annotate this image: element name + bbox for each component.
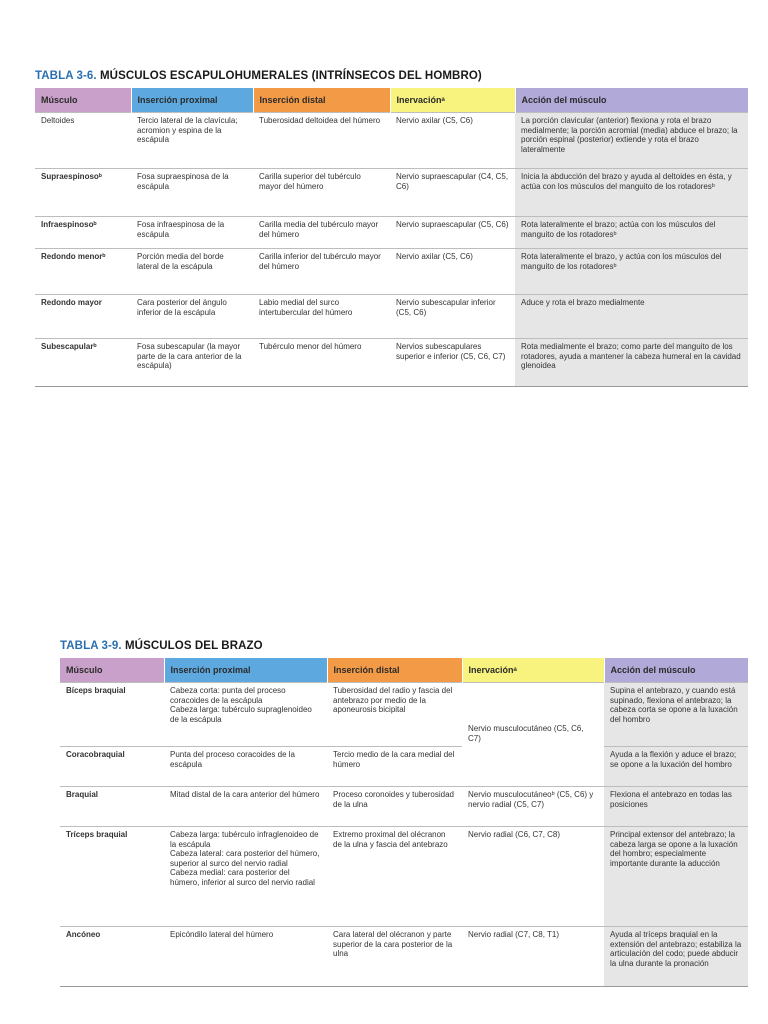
- distal-insertion: Tercio medio de la cara medial del húmero: [327, 747, 462, 787]
- proximal-part: Cabeza larga: tubérculo infraglenoideo de la escápula: [170, 830, 319, 849]
- table-title-text: MÚSCULOS DEL BRAZO: [125, 640, 263, 652]
- header-row: [35, 88, 748, 113]
- table-row: [35, 249, 748, 295]
- header-insercion-distal: Inserción distal: [253, 88, 390, 113]
- muscle-action: Rota lateralmente el brazo; actúa con los músculos del manguito de los rotadoresᵇ: [515, 217, 748, 249]
- muscle-name: Ancóneo: [60, 927, 164, 987]
- header-musculo: Músculo: [35, 88, 131, 113]
- muscle-name: Redondo mayor: [35, 295, 131, 339]
- distal-insertion: Proceso coronoides y tuberosidad de la ulna: [327, 787, 462, 827]
- muscle-action: Aduce y rota el brazo medialmente: [515, 295, 748, 339]
- muscle-name: Subescapularᵇ: [35, 339, 131, 387]
- table-row: [60, 747, 748, 787]
- muscle-name: Bíceps braquial: [60, 683, 164, 747]
- proximal-insertion: Fosa subescapular (la mayor parte de la cara anterior de la escápula): [131, 339, 253, 387]
- header-insercion-distal: Inserción distal: [327, 658, 462, 683]
- innervation: Nervio musculocutáneoᵇ (C5, C6) y nervio radial (C5, C7): [462, 787, 604, 827]
- distal-insertion: Extremo proximal del olécranon de la ulna y fascia del antebrazo: [327, 827, 462, 927]
- muscle-action: Ayuda al tríceps braquial en la extensión del antebrazo; estabiliza la articulación del codo; puede abducir la ulna durante la pronación: [604, 927, 748, 987]
- muscle-name: Supraespinosoᵇ: [35, 169, 131, 217]
- muscle-name: Braquial: [60, 787, 164, 827]
- innervation: Nervio radial (C7, C8, T1): [462, 927, 604, 987]
- muscle-name: Coracobraquial: [60, 747, 164, 787]
- muscle-name: Tríceps braquial: [60, 827, 164, 927]
- muscle-action: Rota lateralmente el brazo, y actúa con los músculos del manguito de los rotadoresᵇ: [515, 249, 748, 295]
- muscle-name: Infraespinosoᵇ: [35, 217, 131, 249]
- table-row: [60, 827, 748, 927]
- muscle-action: La porción clavicular (anterior) flexiona y rota el brazo medialmente; la porción acromial (media) abduce el brazo; la porción espinal (posterior) extiende y rota el brazo lateralmente: [515, 113, 748, 169]
- innervation: Nervios subescapulares superior e inferior (C5, C6, C7): [390, 339, 515, 387]
- distal-insertion: Labio medial del surco intertubercular del húmero: [253, 295, 390, 339]
- innervation: Nervio radial (C6, C7, C8): [462, 827, 604, 927]
- proximal-part: Cabeza lateral: cara posterior del húmero, superior al surco del nervio radial: [170, 849, 320, 868]
- distal-insertion: Carilla media del tubérculo mayor del húmero: [253, 217, 390, 249]
- proximal-insertion: [164, 683, 327, 747]
- innervation: Nervio subescapular inferior (C5, C6): [390, 295, 515, 339]
- table-row: [35, 217, 748, 249]
- table-row: [60, 683, 748, 747]
- distal-insertion: Carilla superior del tubérculo mayor del húmero: [253, 169, 390, 217]
- header-row: [60, 658, 748, 683]
- header-inervacion: Inervaciónᵃ: [390, 88, 515, 113]
- table-row: [35, 339, 748, 387]
- muscle-action: Rota medialmente el brazo; como parte del manguito de los rotadores, ayuda a mantener la cabeza humeral en la cavidad glenoidea: [515, 339, 748, 387]
- innervation: Nervio supraescapular (C4, C5, C6): [390, 169, 515, 217]
- distal-insertion: Carilla inferior del tubérculo mayor del húmero: [253, 249, 390, 295]
- table-3-9-block: [60, 640, 748, 987]
- proximal-insertion: Epicóndilo lateral del húmero: [164, 927, 327, 987]
- table-title-text: MÚSCULOS ESCAPULOHUMERALES (INTRÍNSECOS DEL HOMBRO): [100, 70, 482, 82]
- proximal-part: Cabeza larga: tubérculo supraglenoideo de la escápula: [170, 705, 312, 724]
- proximal-insertion: Fosa infraespinosa de la escápula: [131, 217, 253, 249]
- header-accion: Acción del músculo: [604, 658, 748, 683]
- distal-insertion: Tuberosidad deltoidea del húmero: [253, 113, 390, 169]
- header-inervacion: Inervaciónᵃ: [462, 658, 604, 683]
- distal-insertion: Tubérculo menor del húmero: [253, 339, 390, 387]
- table-3-9: [60, 658, 749, 987]
- table-3-6: [35, 88, 749, 387]
- table-number: TABLA 3-9.: [60, 640, 122, 652]
- table-row: [35, 169, 748, 217]
- innervation: Nervio supraescapular (C5, C6): [390, 217, 515, 249]
- table-row: [60, 927, 748, 987]
- header-musculo: Músculo: [60, 658, 164, 683]
- innervation: Nervio axilar (C5, C6): [390, 249, 515, 295]
- table-3-6-title: [35, 70, 748, 82]
- proximal-insertion: Tercio lateral de la clavícula; acromion y espina de la escápula: [131, 113, 253, 169]
- proximal-insertion: Punta del proceso coracoides de la escápula: [164, 747, 327, 787]
- table-3-9-title: [60, 640, 748, 652]
- proximal-part: Cabeza corta: punta del proceso coracoides de la escápula: [170, 686, 286, 705]
- header-accion: Acción del músculo: [515, 88, 748, 113]
- distal-insertion: Tuberosidad del radio y fascia del antebrazo por medio de la aponeurosis bicipital: [327, 683, 462, 747]
- muscle-name: Redondo menorᵇ: [35, 249, 131, 295]
- muscle-action: Supina el antebrazo, y cuando está supinado, flexiona el antebrazo; la cabeza corta se opone a la luxación del hombro: [604, 683, 748, 747]
- muscle-action: Inicia la abducción del brazo y ayuda al deltoides en ésta, y actúa con los músculos del manguito de los rotadoresᵇ: [515, 169, 748, 217]
- proximal-insertion: Mitad distal de la cara anterior del húmero: [164, 787, 327, 827]
- distal-insertion: Cara lateral del olécranon y parte superior de la cara posterior de la ulna: [327, 927, 462, 987]
- muscle-action: Principal extensor del antebrazo; la cabeza larga se opone a la luxación del hombro; especialmente importante durante la aducción: [604, 827, 748, 927]
- table-3-6-block: [35, 70, 748, 387]
- proximal-insertion: Cara posterior del ángulo inferior de la escápula: [131, 295, 253, 339]
- innervation: Nervio musculocutáneo (C5, C6, C7): [462, 683, 604, 787]
- table-row: [60, 787, 748, 827]
- table-number: TABLA 3-6.: [35, 70, 97, 82]
- proximal-insertion: Porción media del borde lateral de la escápula: [131, 249, 253, 295]
- header-insercion-proximal: Inserción proximal: [164, 658, 327, 683]
- proximal-insertion: Fosa supraespinosa de la escápula: [131, 169, 253, 217]
- proximal-part: Cabeza medial: cara posterior del húmero, inferior al surco del nervio radial: [170, 868, 315, 887]
- proximal-insertion: [164, 827, 327, 927]
- muscle-name: Deltoides: [35, 113, 131, 169]
- muscle-action: Flexiona el antebrazo en todas las posiciones: [604, 787, 748, 827]
- muscle-action: Ayuda a la flexión y aduce el brazo; se opone a la luxación del hombro: [604, 747, 748, 787]
- header-insercion-proximal: Inserción proximal: [131, 88, 253, 113]
- table-row: [35, 295, 748, 339]
- innervation: Nervio axilar (C5, C6): [390, 113, 515, 169]
- table-row: [35, 113, 748, 169]
